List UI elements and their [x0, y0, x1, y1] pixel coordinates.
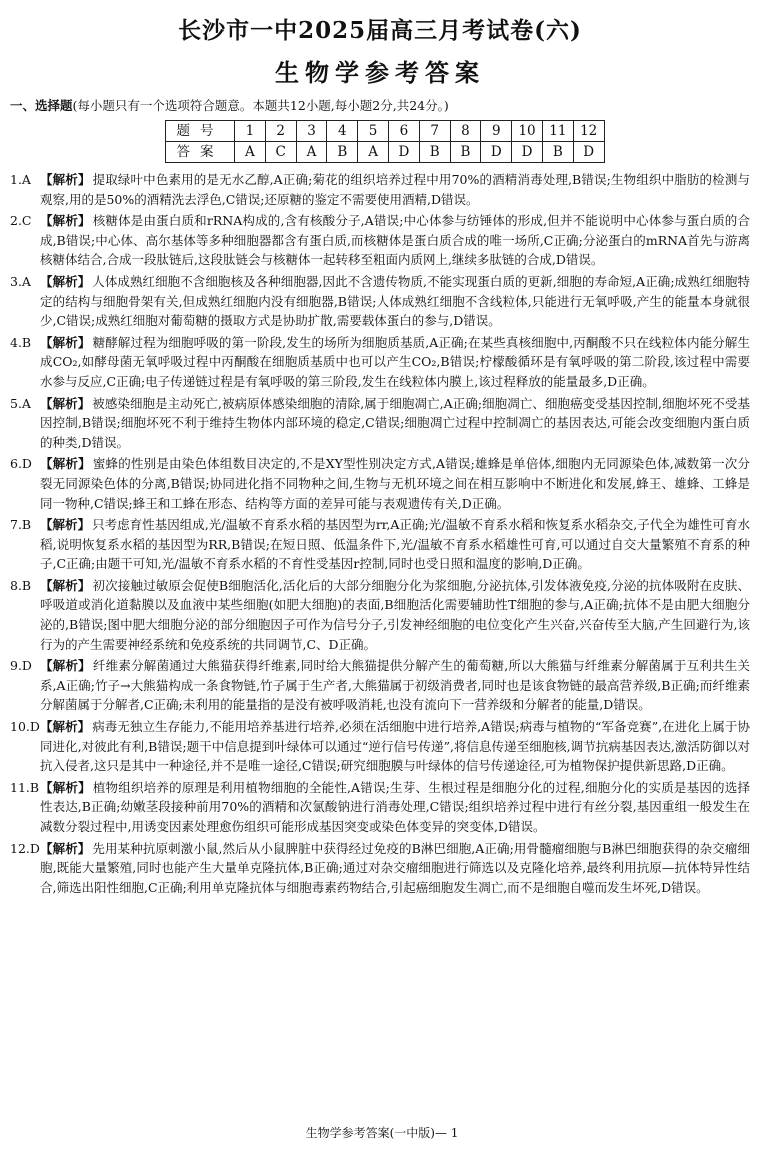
explanation-body [40, 454, 750, 513]
analysis-tag: 【解析】 [40, 779, 91, 795]
explanation-text: 纤维素分解菌通过大熊猫获得纤维素,同时给大熊猫提供分解产生的葡萄糖,所以大熊猫与纤维素分解菌属于互利共生关系,A正确;竹子→大熊猫构成一条食物链,竹子属于生产者,大熊猫属于初级消费者,同时也是该食物链的最高营养级,B正确;而纤维素分解菌属于分解者,C正确;未利用的能量指的是没有被呼吸消耗,也没有流向下一营养级和分解者的能量,D错误。 [40, 658, 750, 713]
question-number-cell: 9 [481, 121, 512, 142]
question-answer-label: 3.A [10, 273, 31, 289]
question-number-cell: 7 [419, 121, 450, 142]
analysis-tag: 【解析】 [40, 395, 91, 411]
analysis-tag: 【解析】 [40, 517, 91, 533]
explanation-text: 被感染细胞是主动死亡,被病原体感染细胞的清除,属于细胞凋亡,A正确;细胞凋亡、细胞癌变受基因控制,细胞坏死不受基因控制,B错误;细胞坏死不利于维持生物体内部环境的稳定,C错误;细胞凋亡过程中控制凋亡的基因表达,可能会改变细胞内蛋白质的种类,D错误。 [40, 395, 750, 450]
number-row-label: 题号 [166, 121, 235, 142]
question-number-cell: 8 [450, 121, 481, 142]
analysis-tag: 【解析】 [40, 334, 91, 350]
answer-cell: C [265, 142, 296, 163]
analysis-tag: 【解析】 [40, 172, 91, 187]
question-number-cell: 11 [542, 121, 573, 142]
page-footer: 生物学参考答案(一中版)— 1 [305, 1126, 459, 1140]
analysis-tag: 【解析】 [40, 577, 91, 593]
explanation-text: 病毒无独立生存能力,不能用培养基进行培养,必须在活细胞中进行培养,A错误;病毒与植物的“军备竞赛”,在进化上属于协同进化,对彼此有利,B错误;题干中信息提到叶绿体可以通过“逆行信号传递”,将信息传递至细胞核,调节抗病基因表达,激活防御以对抗入侵者,这只是其中一种途径,并不是唯一途径,C错误;研究细胞膜与叶绿体的信号传递途径,可为植物保护提供新思路,D正确。 [40, 719, 750, 774]
analysis-tag: 【解析】 [40, 456, 91, 472]
answer-table [165, 120, 605, 163]
explanation-body [40, 211, 750, 270]
section-description: (每小题只有一个选项符合题意。本题共12小题,每小题2分,共24分。) [72, 98, 449, 113]
explanation-item [10, 839, 750, 898]
answer-cell: B [450, 142, 481, 163]
answer-cell: A [358, 142, 389, 163]
answer-cell: A [296, 142, 327, 163]
section-label: 一、选择题 [10, 98, 73, 113]
question-answer-label: 8.B [10, 577, 32, 593]
explanation-item [10, 656, 750, 715]
explanation-item [10, 515, 750, 574]
question-number-cell: 1 [235, 121, 266, 142]
explanation-list [10, 170, 750, 897]
analysis-tag: 【解析】 [40, 273, 91, 289]
explanation-item [10, 576, 750, 654]
explanation-body [40, 717, 750, 776]
explanation-body [40, 272, 750, 331]
question-answer-label: 9.D [10, 658, 32, 674]
question-answer-label: 7.B [10, 517, 32, 533]
answer-cell: B [419, 142, 450, 163]
question-answer-label: 1.A [10, 172, 31, 187]
question-number-cell: 3 [296, 121, 327, 142]
question-number-cell: 5 [358, 121, 389, 142]
explanation-text: 人体成熟红细胞不含细胞核及各种细胞器,因此不含遗传物质,不能实现蛋白质的更新,细胞的寿命短,A正确;成熟红细胞特定的结构与细胞骨架有关,但成熟红细胞内没有细胞器,B错误;人体成熟红细胞不含线粒体,只能进行无氧呼吸,产生的能量本身就很少,C错误;成熟红细胞对葡萄糖的摄取方式是协助扩散,需要载体蛋白的参与,D错误。 [40, 273, 750, 329]
question-answer-label: 4.B [10, 334, 32, 350]
explanation-body [40, 839, 750, 898]
explanation-item [10, 170, 750, 209]
section-heading [10, 97, 750, 115]
answer-cell: B [542, 142, 573, 163]
explanation-item [10, 211, 750, 270]
analysis-tag: 【解析】 [40, 840, 91, 856]
explanation-text: 植物组织培养的原理是利用植物细胞的全能性,A错误;生芽、生根过程是细胞分化的过程,细胞分化的实质是基因的选择性表达,B正确;幼嫩茎段接种前用70%的酒精和次氯酸钠进行消毒处理,C错误;组织培养过程中进行有丝分裂,基因重组一般发生在减数分裂过程中,用诱变因素处理愈伤组织可能形成基因突变或染色体变异的突变体,D错误。 [40, 779, 750, 834]
explanation-item [10, 272, 750, 331]
explanation-item [10, 717, 750, 776]
answer-cell: A [235, 142, 266, 163]
explanation-body [40, 170, 750, 209]
explanation-text: 只考虑育性基因组成,光/温敏不育系水稻的基因型为rr,A正确;光/温敏不育系水稻和恢复系水稻杂交,子代全为雄性可育水稻,说明恢复系水稻的基因型为RR,B错误;在短日照、低温条件下,光/温敏不育系水稻雄性可育,可以通过自交大量繁殖不育系的种子,C正确;由题干可知,光/温敏不育系水稻的不育性受基因r控制,同时也受日照和温度的影响,D正确。 [40, 517, 750, 572]
explanation-text: 先用某种抗原刺激小鼠,然后从小鼠脾脏中获得经过免疫的B淋巴细胞,A正确;用骨髓瘤细胞与B淋巴细胞获得的杂交瘤细胞,既能大量繁殖,同时也能产生大量单克隆抗体,B正确;通过对杂交瘤细胞进行筛选以及克隆化培养,最终利用抗原—抗体特异性结合,筛选出阳性细胞,C正确;利用单克隆抗体与细胞毒素药物结合,引起癌细胞发生凋亡,而不是细胞自噬而发生坏死,D错误。 [40, 840, 750, 895]
question-answer-label: 11.B [10, 779, 40, 795]
question-answer-label: 2.C [10, 213, 32, 229]
explanation-body [40, 778, 750, 837]
analysis-tag: 【解析】 [40, 719, 91, 735]
explanation-item [10, 394, 750, 453]
explanation-text: 提取绿叶中色素用的是无水乙醇,A正确;菊花的组织培养过程中用70%的酒精消毒处理,B错误;生物组织中脂肪的检测与观察,用的是50%的酒精洗去浮色,C错误;还原糖的鉴定不需要使用酒精,D错误。 [40, 172, 750, 207]
explanation-body [40, 576, 750, 654]
answer-cell: D [512, 142, 543, 163]
explanation-text: 核糖体是由蛋白质和rRNA构成的,含有核酸分子,A错误;中心体参与纺锤体的形成,但并不能说明中心体参与蛋白质的合成,B错误;中心体、高尔基体等多种细胞器都含有蛋白质,而核糖体是蛋白质合成的唯一场所,C正确;分泌蛋白的mRNA首先与游离核糖体结合,合成一段肽链后,这段肽链会与核糖体一起转移至粗面内质网上,继续多肽链的合成,D错误。 [40, 213, 750, 268]
exam-title: 长沙市一中2025届高三月考试卷(六) [178, 17, 582, 44]
analysis-tag: 【解析】 [40, 658, 91, 674]
question-number-cell: 6 [388, 121, 419, 142]
answer-table-answer-row [166, 142, 605, 163]
answer-cell: D [481, 142, 512, 163]
question-answer-label: 12.D [10, 840, 40, 856]
explanation-item [10, 778, 750, 837]
analysis-tag: 【解析】 [40, 213, 91, 229]
answer-cell: B [327, 142, 358, 163]
explanation-body [40, 515, 750, 574]
question-answer-label: 10.D [10, 719, 40, 735]
question-number-cell: 12 [573, 121, 604, 142]
answer-row-label: 答案 [166, 142, 235, 163]
explanation-item [10, 454, 750, 513]
explanation-body [40, 394, 750, 453]
answer-table-number-row [166, 121, 605, 142]
question-answer-label: 5.A [10, 395, 31, 411]
question-number-cell: 10 [512, 121, 543, 142]
explanation-text: 糖酵解过程为细胞呼吸的第一阶段,发生的场所为细胞质基质,A正确;在某些真核细胞中,丙酮酸不只在线粒体内能分解生成CO₂,如酵母菌无氧呼吸过程中丙酮酸在细胞质基质中也可以产生CO₂,B错误;柠檬酸循环是有氧呼吸的第二阶段,该过程中需要水参与反应,C正确;电子传递链过程是有氧呼吸的第三阶段,发生在线粒体内膜上,该过程释放的能量最多,D正确。 [40, 334, 750, 389]
explanation-item [10, 333, 750, 392]
explanation-body [40, 333, 750, 392]
explanation-text: 初次接触过敏原会促使B细胞活化,活化后的大部分细胞分化为浆细胞,分泌抗体,引发体液免疫,分泌的抗体吸附在皮肤、呼吸道或消化道黏膜以及血液中某些细胞(如肥大细胞)的表面,B细胞活化需要辅助性T细胞的参与,A正确;抗体不是由肥大细胞分泌的,B错误;图中肥大细胞分泌的部分细胞因子可作为信号分子,引发神经细胞的电位变化产生兴奋,兴奋传至大脑,产生回避行为,该行为的产生需要神经系统和免疫系统的共同调节,C、D正确。 [40, 577, 750, 652]
question-answer-label: 6.D [10, 456, 32, 472]
answer-subtitle: 生物学参考答案 [275, 58, 485, 87]
question-number-cell: 4 [327, 121, 358, 142]
explanation-body [40, 656, 750, 715]
question-number-cell: 2 [265, 121, 296, 142]
explanation-text: 蜜蜂的性别是由染色体组数目决定的,不是XY型性别决定方式,A错误;雄蜂是单倍体,细胞内无同源染色体,减数第一次分裂无同源染色体的分离,B错误;协同进化指不同物种之间,生物与无机环境之间在相互影响中不断进化和发展,蜂王、雄蜂、工蜂是同一物种,C错误;蜂王和工蜂在形态、结构等方面的差异可能与表观遗传有关,D正确。 [40, 456, 750, 511]
answer-cell: D [388, 142, 419, 163]
answer-cell: D [573, 142, 604, 163]
